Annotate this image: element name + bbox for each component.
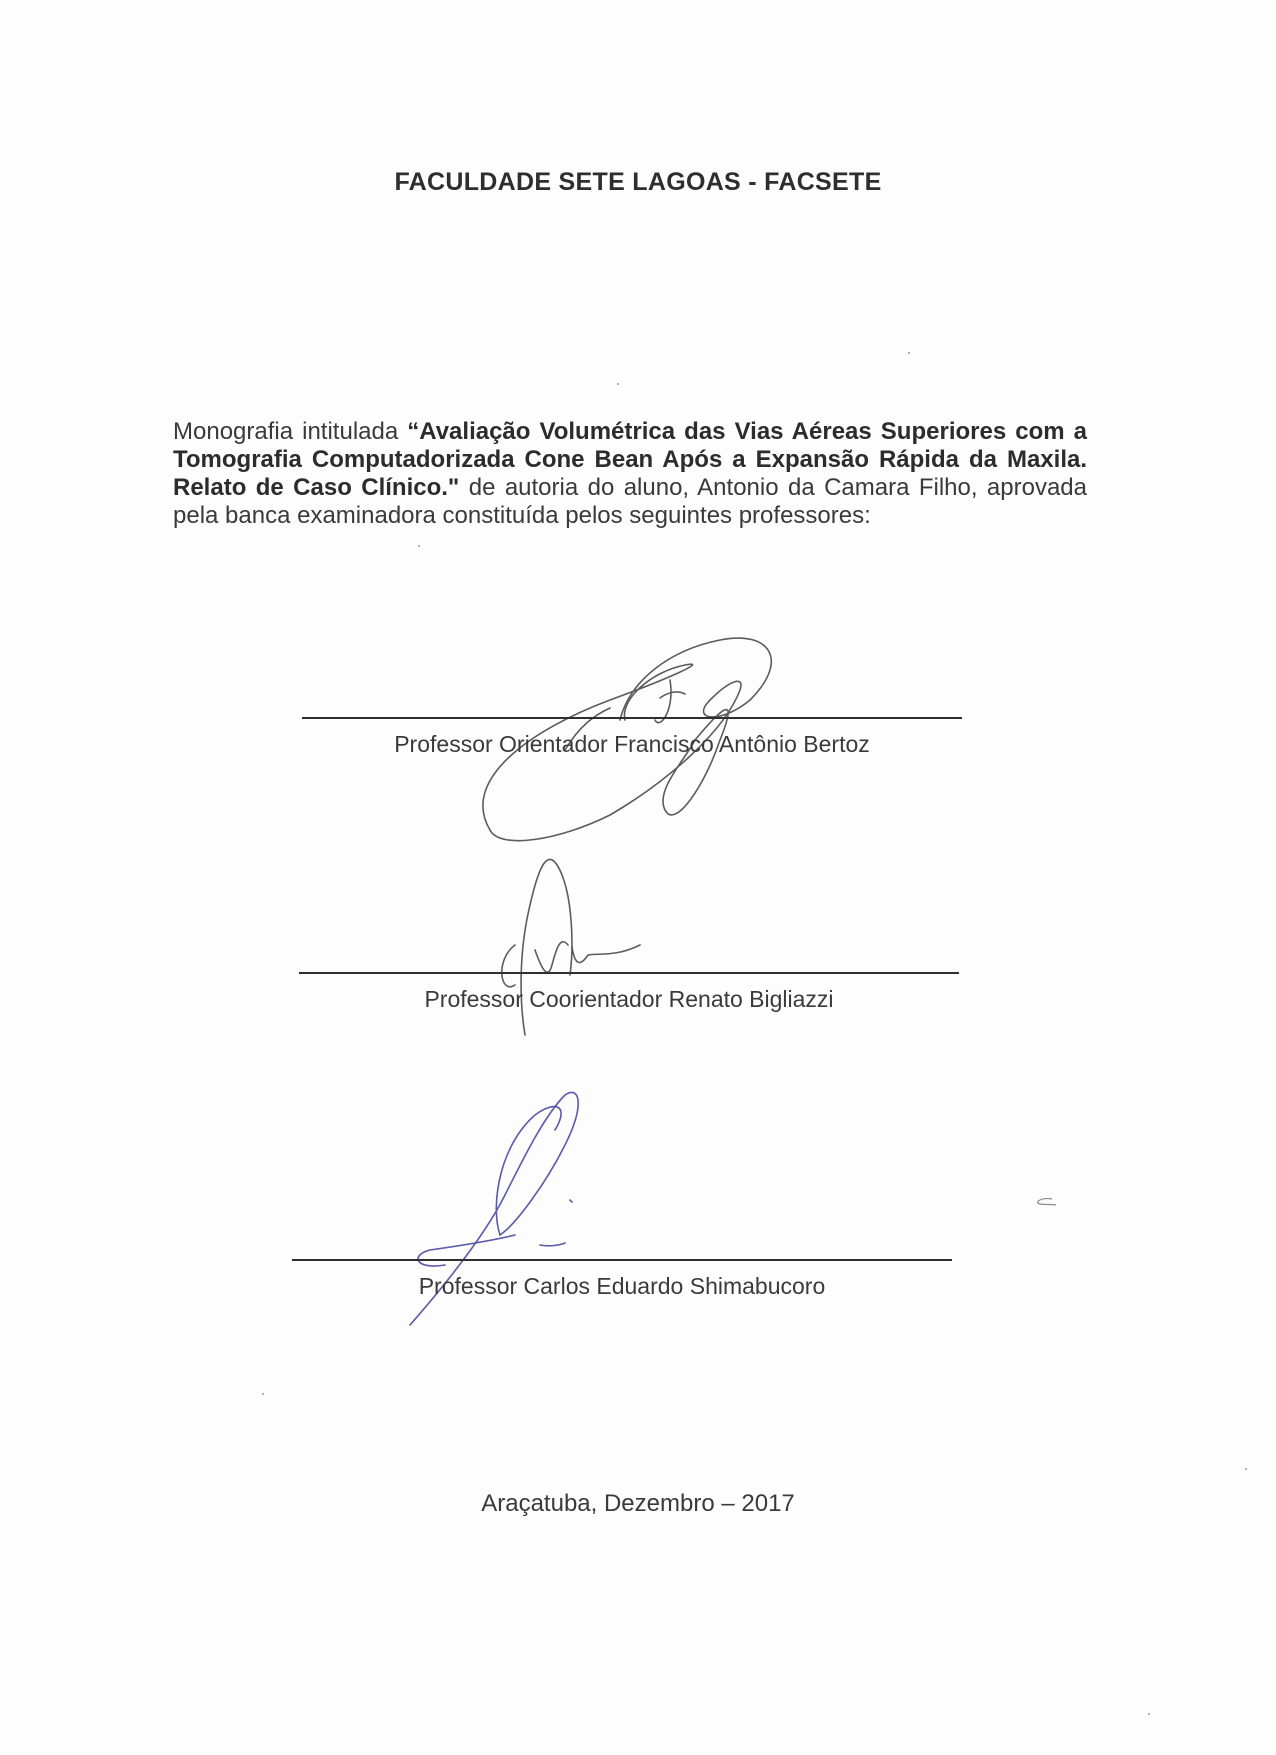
signature-line (292, 1259, 952, 1261)
scan-speck (617, 383, 619, 385)
scan-speck (262, 1393, 264, 1395)
monograph-title: “Avaliação Volumétrica das Vias Aéreas Superiores com a Tomografia Computadorizada Cone Bean Após a Expansão Rápida da Maxila. Relato de Caso Clínico." (173, 418, 1087, 501)
scan-speck (418, 545, 420, 547)
approval-statement (173, 418, 1087, 530)
signature-block-professor (292, 1259, 952, 1300)
coadvisor-signature (490, 835, 670, 1045)
signature-line (299, 972, 959, 974)
signatory-name: Professor Orientador Francisco Antônio Bertoz (394, 731, 870, 757)
signatory-name: Professor Carlos Eduardo Shimabucoro (418, 1273, 826, 1299)
signatory-name: Professor Coorientador Renato Bigliazzi (424, 986, 834, 1012)
scan-speck (1245, 1468, 1247, 1470)
statement-suffix: de autoria do aluno, Antonio da Camara Filho, aprovada pela banca examinadora constituída pelos seguintes professores: (173, 474, 1087, 529)
scan-speck (1148, 1713, 1150, 1715)
statement-prefix: Monografia intitulada (173, 418, 408, 445)
signature-block-advisor (302, 717, 962, 758)
institution-heading: FACULDADE SETE LAGOAS - FACSETE (394, 168, 882, 196)
signature-line (302, 717, 962, 719)
signature-block-coadvisor (299, 972, 959, 1013)
scan-speck (908, 352, 910, 354)
place-and-date: Araçatuba, Dezembro – 2017 (481, 1490, 795, 1517)
scan-mark (1030, 1195, 1060, 1209)
